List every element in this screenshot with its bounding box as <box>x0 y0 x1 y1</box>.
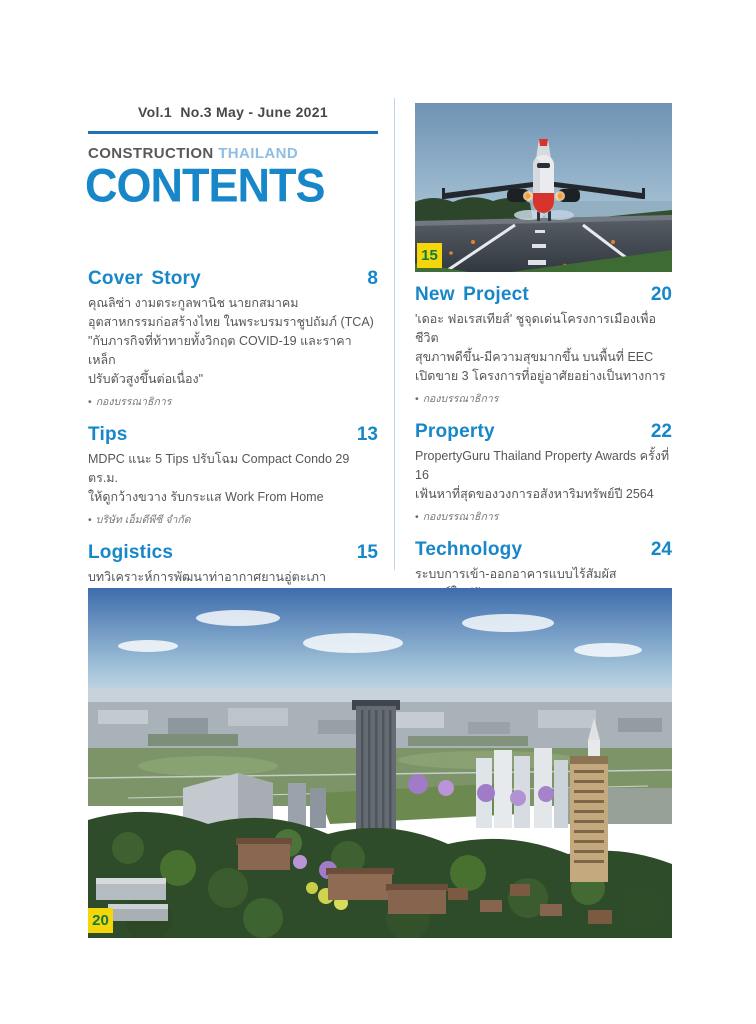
section-text-line: 'เดอะ ฟอเรสเทียส์' ชูจุดเด่นโครงการเมืองเพื่อชีวิต <box>415 312 656 345</box>
header-rule <box>88 131 378 134</box>
section-page-number: 8 <box>367 268 378 289</box>
section-text-line: PropertyGuru Thailand Property Awards ครั้งที่ 16 <box>415 449 670 482</box>
contents-title: CONTENTS <box>85 158 325 213</box>
cityscape-photo <box>88 588 672 938</box>
toc-right-column <box>415 284 672 638</box>
section-text-line: บทวิเคราะห์การพัฒนาท่าอากาศยานอู่ตะเภา <box>88 570 326 584</box>
section-title: Logistics <box>88 542 174 563</box>
section-title: Technology <box>415 539 523 560</box>
section-title: Tips <box>88 424 128 445</box>
issue-number: Vol.1 No.3 May - June 2021 <box>138 104 328 120</box>
section-text-line: MDPC แนะ 5 Tips ปรับโฉม Compact Condo 29 ตร.ม. <box>88 452 350 485</box>
section-byline: • กองบรรณาธิการ <box>415 393 499 405</box>
bullet-icon: • <box>88 514 92 526</box>
section-text-line: ปรับตัวสูงขึ้นต่อเนื่อง" <box>88 372 204 386</box>
section-page-number: 24 <box>650 539 672 560</box>
section-page-number: 15 <box>356 542 378 563</box>
toc-section-cover-story <box>88 268 378 410</box>
bullet-icon: • <box>415 511 419 523</box>
bullet-icon: • <box>415 393 419 405</box>
bullet-icon: • <box>88 396 92 408</box>
section-title: Property <box>415 421 495 442</box>
section-text-line: อุตสาหกรรมก่อสร้างไทย ในพระบรมราชูปถัมภ์ (TCA) <box>88 315 374 329</box>
section-text-line: "กับภารกิจที่ท้าทายทั้งวิกฤต COVID-19 และราคาเหล็ก <box>88 334 352 367</box>
section-page-number: 22 <box>650 421 672 442</box>
section-text-line: เปิดขาย 3 โครงการที่อยู่อาศัยอย่างเป็นทางการ <box>415 369 666 383</box>
section-byline: • กองบรรณาธิการ <box>415 511 499 523</box>
photo-page-badge: 15 <box>417 243 442 268</box>
toc-section-tips <box>88 424 378 528</box>
section-title: New Project <box>415 284 529 305</box>
right-tan-tower <box>570 756 608 882</box>
section-byline: • บริษัท เอ็มดีพีซี จำกัด <box>88 514 191 526</box>
toc-left-column <box>88 268 378 641</box>
toc-section-new-project <box>415 284 672 407</box>
column-divider <box>394 98 395 570</box>
section-title: Cover Story <box>88 268 201 289</box>
section-byline: • กองบรรณาธิการ <box>88 396 172 408</box>
section-page-number: 20 <box>650 284 672 305</box>
section-text-line: ให้ดูกว้างขวาง รับกระแส Work From Home <box>88 490 324 504</box>
brand-thailand: THAILAND <box>218 145 299 162</box>
photo-page-badge: 20 <box>88 908 113 933</box>
cityscape-photo-graphic <box>88 588 672 938</box>
airplane-photo <box>415 103 672 272</box>
section-text-line: ระบบการเข้า-ออกอาคารแบบไร้สัมผัส <box>415 567 617 581</box>
section-text-line: เฟ้นหาที่สุดของวงการอสังหาริมทรัพย์ปี 2564 <box>415 487 654 501</box>
section-text-line: สุขภาพดีขึ้น-มีความสุขมากขึ้น บนพื้นที่ EEC <box>415 350 654 364</box>
section-text-line: คุณลิซ่า งามตระกูลพานิช นายกสมาคม <box>88 296 299 310</box>
brand-construction: CONSTRUCTION <box>88 145 214 162</box>
toc-section-property <box>415 421 672 525</box>
airplane-photo-graphic <box>415 103 672 272</box>
section-page-number: 13 <box>356 424 378 445</box>
